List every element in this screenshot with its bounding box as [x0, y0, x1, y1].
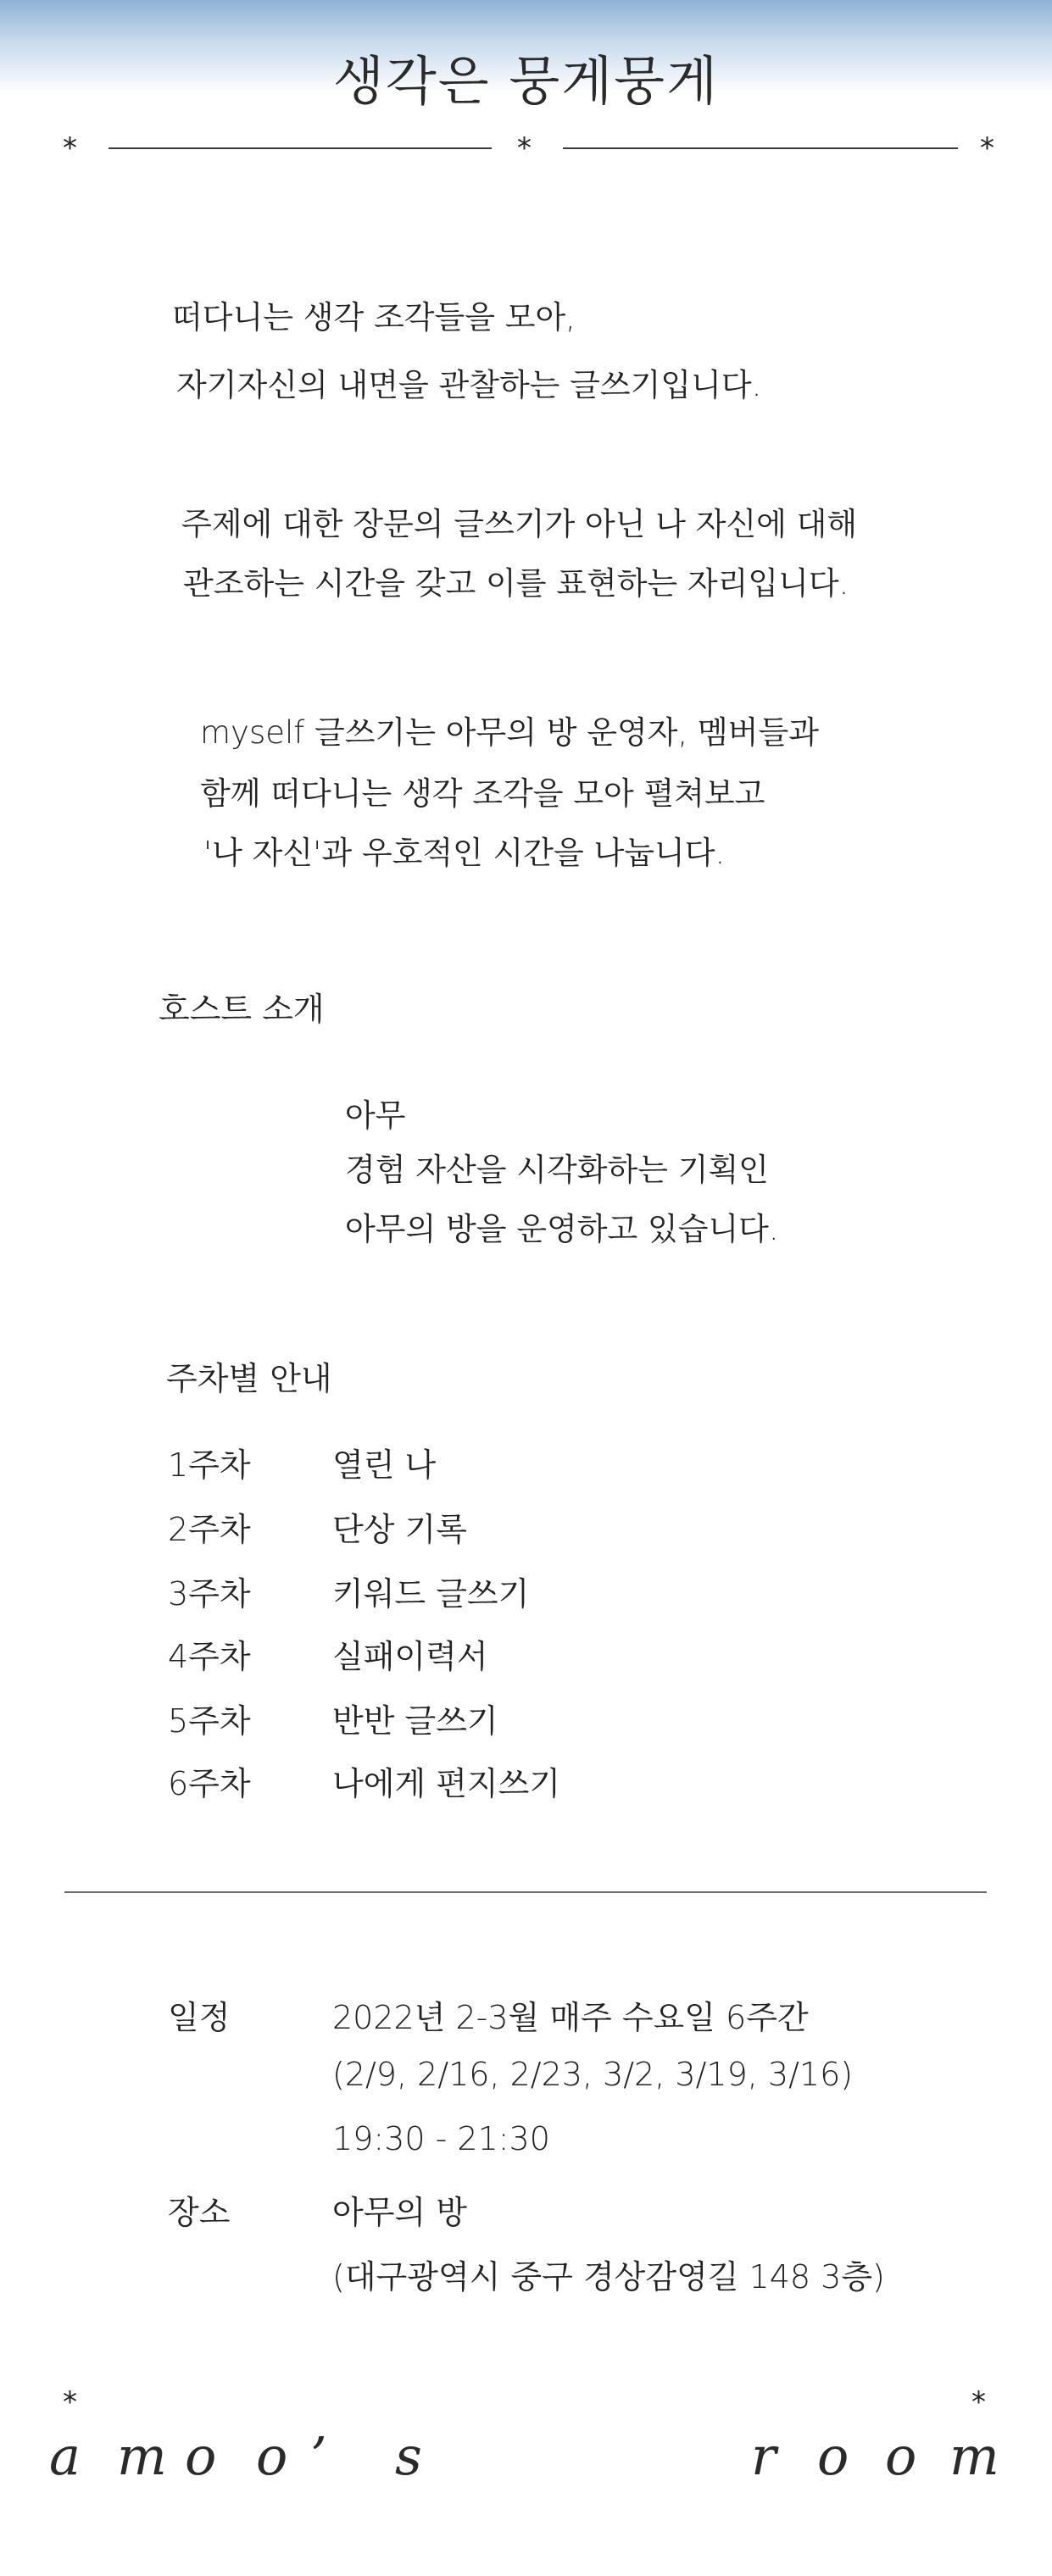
schedule-time: 19:30 - 21:30	[332, 2120, 550, 2157]
week-title: 실패이력서	[332, 1638, 488, 1675]
week-title: 열린 나	[332, 1446, 437, 1484]
page-title: 생각은 뭉게뭉게	[333, 50, 719, 112]
header-divider-left	[109, 147, 492, 149]
section-divider	[64, 1891, 987, 1893]
footer-wordmark-letter: ’	[310, 2425, 327, 2487]
week-number: 3주차	[168, 1575, 251, 1613]
week-title: 단상 기록	[332, 1511, 467, 1548]
place-label: 장소	[168, 2194, 231, 2231]
schedule-dates: (2/9, 2/16, 2/23, 3/2, 3/19, 3/16)	[332, 2056, 854, 2093]
week-number: 4주차	[168, 1638, 251, 1675]
intro-line: '나 자신'과 우호적인 시간을 나눕니다.	[203, 835, 726, 871]
schedule-line: 2022년 2-3월 매주 수요일 6주간	[332, 1999, 809, 2036]
weeks-heading: 주차별 안내	[166, 1360, 332, 1397]
footer-wordmark-letter: m	[949, 2425, 999, 2487]
week-number: 6주차	[168, 1765, 251, 1802]
footer-asterisk-right-icon: *	[971, 2385, 986, 2419]
intro-line: 떠다니는 생각 조각들을 모아,	[172, 299, 576, 336]
header-divider-right	[563, 147, 958, 149]
footer-wordmark-letter: o	[185, 2425, 217, 2487]
host-heading: 호스트 소개	[159, 991, 325, 1028]
week-title: 키워드 글쓰기	[332, 1575, 530, 1613]
footer-wordmark-letter: m	[117, 2425, 167, 2487]
week-number: 5주차	[168, 1702, 251, 1740]
asterisk-left-icon: *	[63, 131, 77, 165]
host-desc: 경험 자산을 시각화하는 기획인	[345, 1152, 769, 1188]
week-number: 2주차	[168, 1511, 251, 1548]
schedule-label: 일정	[168, 1999, 231, 2036]
footer-wordmark-letter: a	[49, 2425, 81, 2487]
week-title: 나에게 편지쓰기	[332, 1765, 561, 1802]
footer-wordmark-letter: r	[751, 2425, 776, 2487]
intro-line: 관조하는 시간을 갖고 이를 표현하는 자리입니다.	[183, 565, 849, 602]
footer-wordmark-letter: o	[885, 2425, 917, 2487]
asterisk-right-icon: *	[980, 131, 994, 165]
footer-asterisk-left-icon: *	[63, 2385, 77, 2419]
footer-wordmark-letter: o	[256, 2425, 288, 2487]
footer-wordmark-letter: o	[817, 2425, 849, 2487]
place-name: 아무의 방	[332, 2194, 467, 2231]
intro-line: 자기자신의 내면을 관찰하는 글쓰기입니다.	[176, 367, 762, 403]
intro-line: 주제에 대한 장문의 글쓰기가 아닌 나 자신에 대해	[181, 506, 858, 542]
week-title: 반반 글쓰기	[332, 1702, 498, 1740]
week-number: 1주차	[168, 1446, 251, 1484]
intro-line: myself 글쓰기는 아무의 방 운영자, 멤버들과	[200, 714, 819, 751]
footer-wordmark-letter: s	[395, 2425, 422, 2487]
host-name: 아무	[345, 1097, 406, 1134]
intro-line: 함께 떠다니는 생각 조각을 모아 펼쳐보고	[200, 775, 765, 812]
asterisk-center-icon: *	[517, 131, 532, 165]
place-address: (대구광역시 중구 경상감영길 148 3층)	[332, 2258, 885, 2296]
host-desc: 아무의 방을 운영하고 있습니다.	[345, 1211, 779, 1247]
